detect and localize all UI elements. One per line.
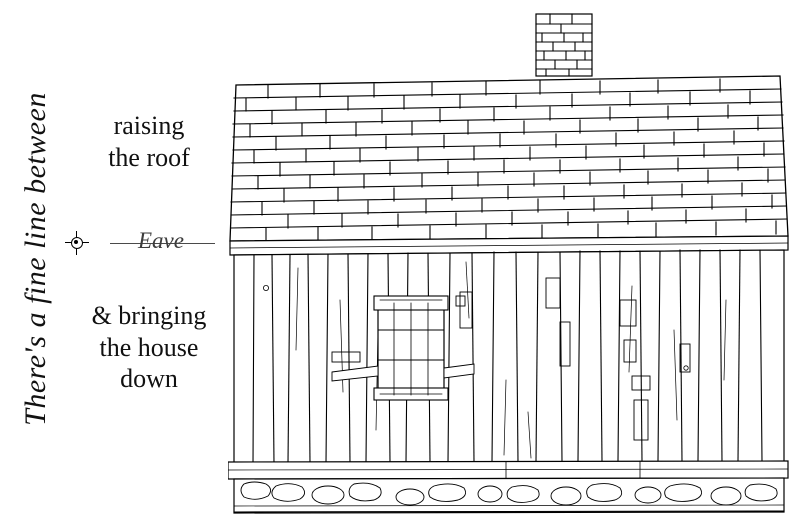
vertical-caption-text: There's a fine line between <box>19 91 52 426</box>
barn-elevation-illustration <box>228 0 800 517</box>
chimney <box>536 14 592 76</box>
eave-marker-dot <box>74 240 78 244</box>
caption-top-line1: raising <box>113 111 185 140</box>
caption-bottom-line1: & bringing <box>91 301 207 330</box>
roof <box>230 76 788 241</box>
siding <box>234 250 784 464</box>
caption-top-line2: the roof <box>108 142 190 172</box>
caption-top <box>64 110 234 173</box>
eave-marker-icon <box>68 234 86 252</box>
eave-label: Eave <box>138 228 184 253</box>
vertical-caption <box>6 0 66 517</box>
caption-bottom <box>64 300 234 395</box>
caption-bottom-line3: down <box>120 364 178 394</box>
stone-foundation <box>234 478 784 513</box>
sill-beam <box>228 461 788 479</box>
caption-bottom-line2: the house <box>99 332 199 362</box>
